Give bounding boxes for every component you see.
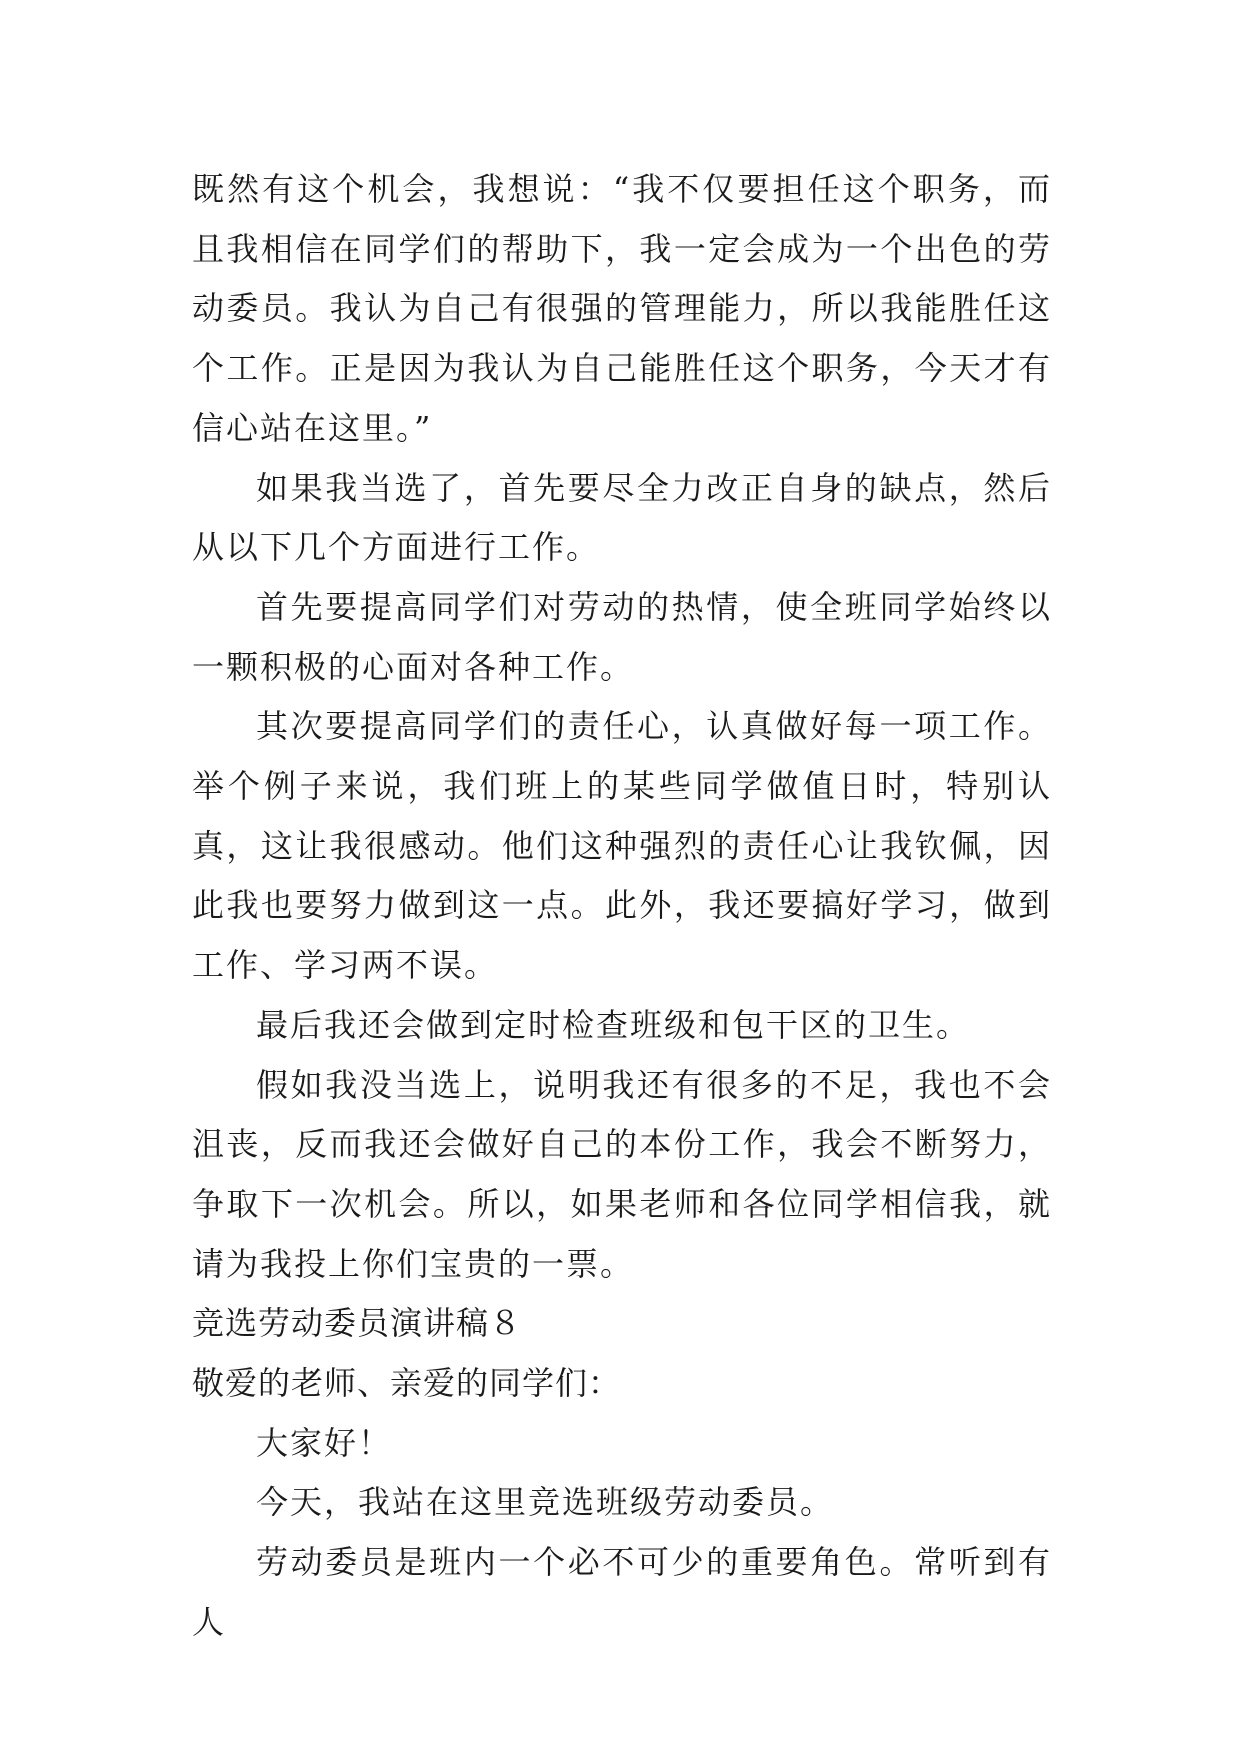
closing-paragraph-2: 劳动委员是班内一个必不可少的重要角色。常听到有人 <box>192 1543 1052 1641</box>
document-body <box>192 160 1052 1653</box>
paragraph-2: 如果我当选了，首先要尽全力改正自身的缺点，然后从以下几个方面进行工作。 <box>192 468 1052 567</box>
salutation: 敬爱的老师、亲爱的同学们： <box>192 1364 622 1403</box>
paragraph-3: 首先要提高同学们对劳动的热情，使全班同学始终以一颗积极的心面对各种工作。 <box>192 587 1052 686</box>
paragraph-1: 既然有这个机会，我想说：“我不仅要担任这个职务，而且我相信在同学们的帮助下，我一定会成为一个出色的劳动委员。我认为自己有很强的管理能力，所以我能胜任这个工作。正是因为我认为自己能胜任这个职务，今天才有信心站在这里。” <box>192 170 1052 447</box>
closing-paragraph-1: 今天，我站在这里竞选班级劳动委员。 <box>256 1483 835 1522</box>
paragraph-4: 其次要提高同学们的责任心，认真做好每一项工作。举个例子来说，我们班上的某些同学做值日时，特别认真，这让我很感动。他们这种强烈的责任心让我钦佩，因此我也要努力做到这一点。此外，我还要搞好学习，做到工作、学习两不误。 <box>192 707 1052 985</box>
paragraph-5: 最后我还会做到定时检查班级和包干区的卫生。 <box>256 1005 971 1044</box>
paragraph-6: 假如我没当选上，说明我还有很多的不足，我也不会沮丧，反而我还会做好自己的本份工作，我会不断努力，争取下一次机会。所以，如果老师和各位同学相信我，就请为我投上你们宝贵的一票。 <box>192 1065 1052 1283</box>
section-title: 竞选劳动委员演讲稿８ <box>192 1304 523 1343</box>
greeting: 大家好！ <box>256 1423 393 1462</box>
